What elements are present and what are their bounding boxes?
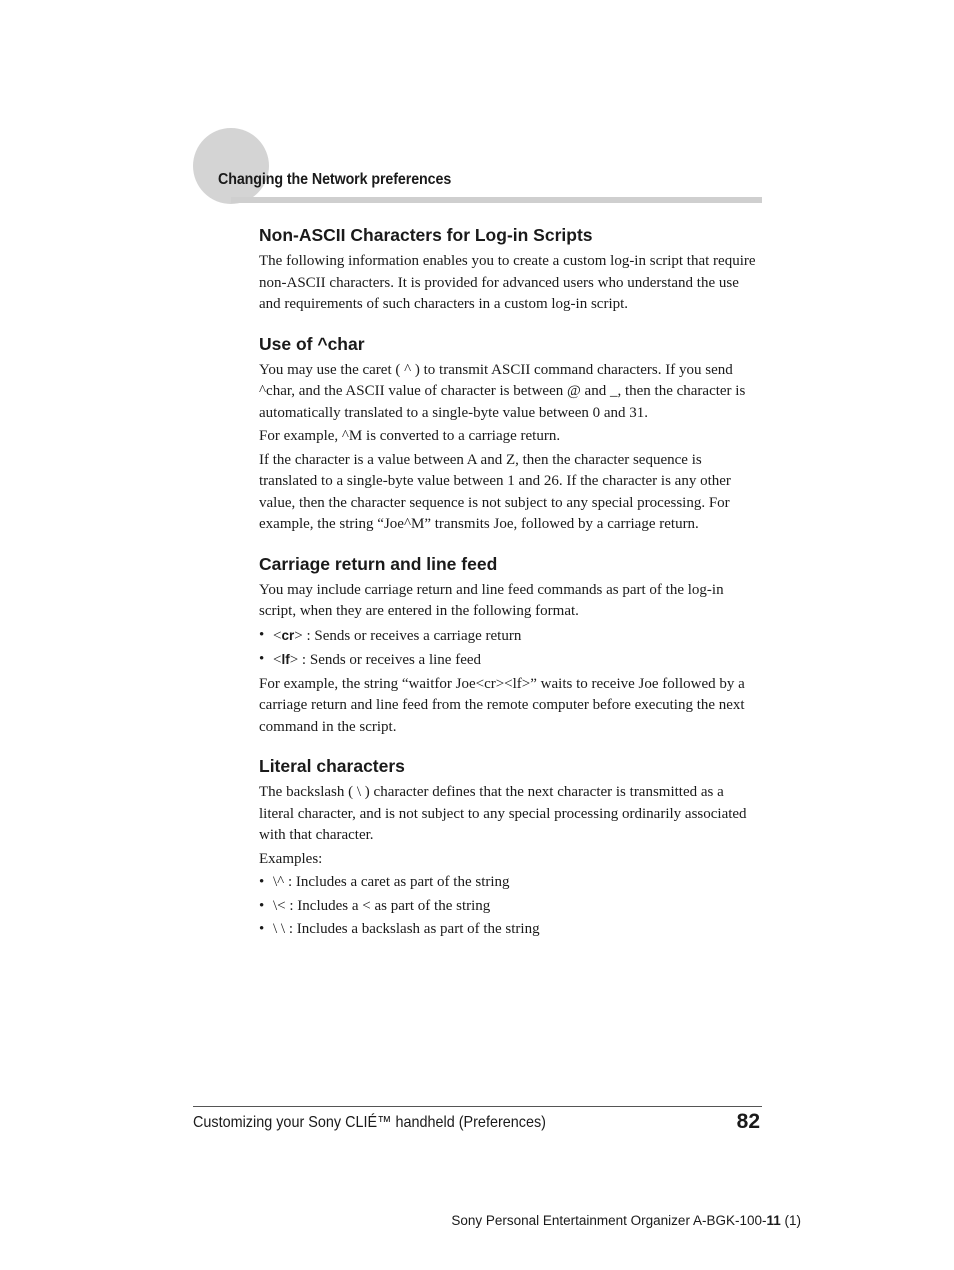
section-carriage-return	[259, 553, 759, 739]
format-list	[259, 625, 759, 672]
list-item	[259, 919, 759, 941]
code-cr: cr	[281, 627, 295, 643]
bullet: •	[259, 874, 265, 890]
bullet: •	[259, 921, 265, 937]
list-item	[259, 649, 759, 672]
section-heading: Literal characters	[259, 756, 405, 776]
imprint	[451, 1213, 801, 1228]
page-number: 82	[736, 1110, 760, 1133]
list-item-text: > : Sends or receives a line feed	[289, 652, 482, 668]
paragraph: You may include carriage return and line feed commands as part of the log-in script, when they are entered in the following format.	[259, 581, 724, 619]
examples-list	[259, 872, 759, 941]
paragraph: The following information enables you to create a custom log-in script that require non-ASCII characters. It is provided for advanced users who understand the use and requirements of such characters in a custom log-in script.	[259, 253, 756, 312]
list-item	[259, 896, 759, 918]
paragraph: You may use the caret ( ^ ) to transmit ASCII command characters. If you send ^char, and the ASCII value of character is between @ and _, then the character is automatically translated to a single-byte value between 0 and 31.	[259, 361, 746, 421]
paragraph: Examples:	[259, 850, 323, 867]
section-literal	[259, 755, 759, 941]
section-heading: Non-ASCII Characters for Log-in Scripts	[259, 225, 593, 245]
list-item-text: \^ : Includes a caret as part of the string	[273, 874, 510, 890]
footer-chapter-title: Customizing your Sony CLIÉ™ handheld (Preferences)	[193, 1114, 546, 1131]
bracket: <	[273, 627, 282, 644]
page-header-title: Changing the Network preferences	[218, 171, 452, 188]
code-lf: lf	[281, 652, 290, 667]
list-item-text: > : Sends or receives a carriage return	[294, 627, 522, 644]
main-content	[259, 224, 759, 958]
imprint-suffix: (1)	[780, 1213, 801, 1228]
paragraph: For example, ^M is converted to a carriage return.	[259, 428, 561, 444]
header-circle-decoration	[193, 128, 269, 204]
list-item	[259, 625, 759, 648]
section-heading: Use of ^char	[259, 333, 365, 354]
paragraph: For example, the string “waitfor Joe<cr><lf>” waits to receive Joe followed by a carriage return and line feed from the remote computer before executing the next command in the script.	[259, 675, 745, 735]
paragraph: The backslash ( \ ) character defines that the next character is transmitted as a literal character, and is not subject to any special processing ordinarily associated with that character.	[259, 784, 747, 843]
header-rule	[231, 197, 762, 203]
imprint-bold: 11	[766, 1213, 781, 1228]
list-item-text: \ \ : Includes a backslash as part of the string	[273, 921, 540, 937]
bullet: •	[259, 626, 265, 643]
imprint-prefix: Sony Personal Entertainment Organizer A-BGK-100-	[451, 1213, 767, 1228]
paragraph: If the character is a value between A and Z, then the character sequence is translated to a single-byte value between 1 and 26. If the character is any other value, then the character sequence is not subject to any special processing. For example, the string “Joe^M” transmits Joe, followed by a carriage return.	[259, 451, 731, 532]
bracket: <	[273, 652, 282, 668]
section-use-of-char	[259, 333, 759, 536]
footer-rule	[193, 1106, 762, 1107]
list-item	[259, 872, 759, 894]
section-heading: Carriage return and line feed	[259, 553, 498, 574]
section-non-ascii	[259, 224, 759, 316]
bullet: •	[259, 897, 265, 914]
bullet: •	[259, 651, 265, 667]
list-item-text: \< : Includes a < as part of the string	[273, 897, 491, 914]
